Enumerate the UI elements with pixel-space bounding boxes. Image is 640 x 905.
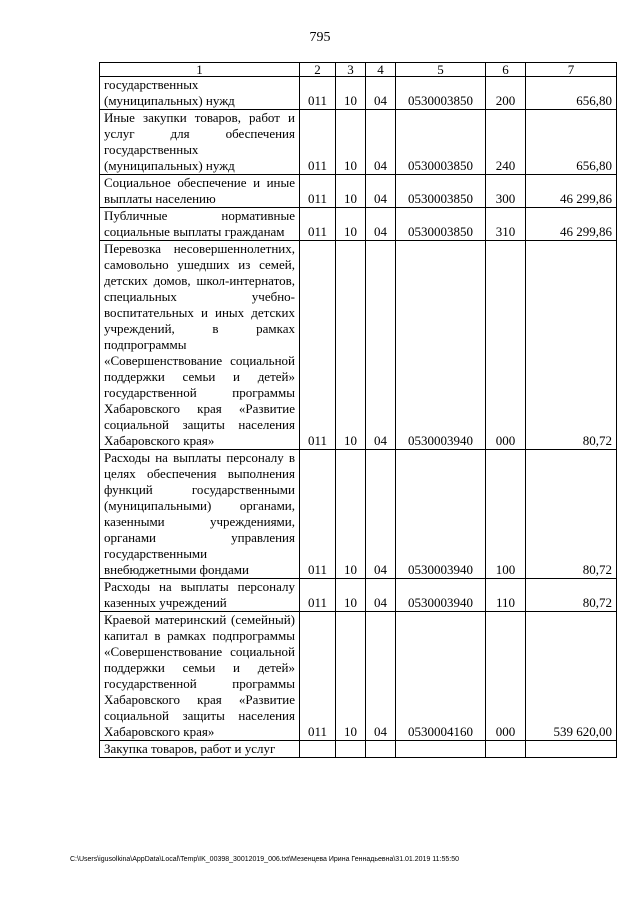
row-code-ministry: 011 (300, 579, 336, 612)
row-code-section: 10 (336, 175, 366, 208)
row-code-expense-type: 300 (486, 175, 526, 208)
budget-table (99, 62, 617, 758)
row-code-section: 10 (336, 612, 366, 741)
row-code-subsection: 04 (366, 612, 396, 741)
row-code-target: 0530003850 (396, 77, 486, 110)
table-row (100, 579, 617, 612)
row-name: Публичные нормативные социальные выплаты гражданам (100, 208, 300, 241)
column-header: 5 (396, 63, 486, 77)
row-code-subsection: 04 (366, 241, 396, 450)
table-row (100, 241, 617, 450)
table-row (100, 208, 617, 241)
column-header: 1 (100, 63, 300, 77)
row-code-target: 0530003850 (396, 175, 486, 208)
table-row (100, 175, 617, 208)
row-code-target: 0530003850 (396, 110, 486, 175)
row-code-section: 10 (336, 241, 366, 450)
row-amount: 46 299,86 (526, 208, 617, 241)
row-amount: 656,80 (526, 77, 617, 110)
row-code-section: 10 (336, 110, 366, 175)
table-header-row (100, 63, 617, 77)
row-amount: 80,72 (526, 241, 617, 450)
row-name: государственных (муниципальных) нужд (100, 77, 300, 110)
row-amount: 46 299,86 (526, 175, 617, 208)
row-code-subsection: 04 (366, 450, 396, 579)
row-code-ministry: 011 (300, 77, 336, 110)
row-code-ministry: 011 (300, 612, 336, 741)
column-header: 3 (336, 63, 366, 77)
row-code-expense-type: 200 (486, 77, 526, 110)
row-code-expense-type: 240 (486, 110, 526, 175)
row-code-subsection: 04 (366, 175, 396, 208)
row-code-ministry: 011 (300, 175, 336, 208)
table-row (100, 450, 617, 579)
row-name: Расходы на выплаты персоналу казенных учреждений (100, 579, 300, 612)
row-code-target: 0530003940 (396, 579, 486, 612)
row-code-expense-type: 110 (486, 579, 526, 612)
row-code-target: 0530004160 (396, 612, 486, 741)
table-row (100, 110, 617, 175)
row-code-subsection (366, 741, 396, 758)
row-code-expense-type: 100 (486, 450, 526, 579)
table-row (100, 612, 617, 741)
row-amount: 80,72 (526, 450, 617, 579)
row-code-target: 0530003940 (396, 450, 486, 579)
row-code-target: 0530003940 (396, 241, 486, 450)
row-code-ministry: 011 (300, 208, 336, 241)
row-code-target: 0530003850 (396, 208, 486, 241)
row-code-section (336, 741, 366, 758)
row-amount: 656,80 (526, 110, 617, 175)
column-header: 2 (300, 63, 336, 77)
table-row (100, 77, 617, 110)
row-name: Социальное обеспечение и иные выплаты населению (100, 175, 300, 208)
table-row (100, 741, 617, 758)
row-code-subsection: 04 (366, 77, 396, 110)
row-code-subsection: 04 (366, 110, 396, 175)
row-code-ministry: 011 (300, 110, 336, 175)
row-name: Расходы на выплаты персоналу в целях обеспечения выполнения функций государственными (муниципальными) органами, казенными учреждениями, органами управления государственными внебюджетными фондами (100, 450, 300, 579)
row-amount: 539 620,00 (526, 612, 617, 741)
column-header: 7 (526, 63, 617, 77)
row-amount (526, 741, 617, 758)
column-header: 4 (366, 63, 396, 77)
row-code-target (396, 741, 486, 758)
row-amount: 80,72 (526, 579, 617, 612)
row-code-expense-type (486, 741, 526, 758)
row-code-section: 10 (336, 450, 366, 579)
row-code-ministry: 011 (300, 241, 336, 450)
row-code-ministry (300, 741, 336, 758)
row-code-expense-type: 000 (486, 241, 526, 450)
row-code-expense-type: 310 (486, 208, 526, 241)
row-code-subsection: 04 (366, 579, 396, 612)
column-header: 6 (486, 63, 526, 77)
row-name: Краевой материнский (семейный) капитал в рамках подпрограммы «Совершенствование социальной поддержки семьи и детей» государственной программы Хабаровского края «Развитие социальной защиты населения Хабаровского края» (100, 612, 300, 741)
row-code-expense-type: 000 (486, 612, 526, 741)
row-name: Иные закупки товаров, работ и услуг для обеспечения государственных (муниципальных) нужд (100, 110, 300, 175)
row-name: Закупка товаров, работ и услуг (100, 741, 300, 758)
row-name: Перевозка несовершеннолетних, самовольно ушедших из семей, детских домов, школ-интернатов, специальных учебно-воспитательных и иных детских учреждений, в рамках подпрограммы «Совершенствование социальной поддержки семьи и детей» государственной программы Хабаровского края «Развитие социальной защиты населения Хабаровского края» (100, 241, 300, 450)
row-code-section: 10 (336, 579, 366, 612)
row-code-section: 10 (336, 208, 366, 241)
row-code-ministry: 011 (300, 450, 336, 579)
page-number: 795 (309, 30, 331, 45)
row-code-section: 10 (336, 77, 366, 110)
file-path-footer: C:\Users\igusolkina\AppData\Local\Temp\IK_00398_30012019_006.txt\Мезенцева Ирина Геннадьевна\31.01.2019 11:55:50 (70, 856, 460, 863)
row-code-subsection: 04 (366, 208, 396, 241)
